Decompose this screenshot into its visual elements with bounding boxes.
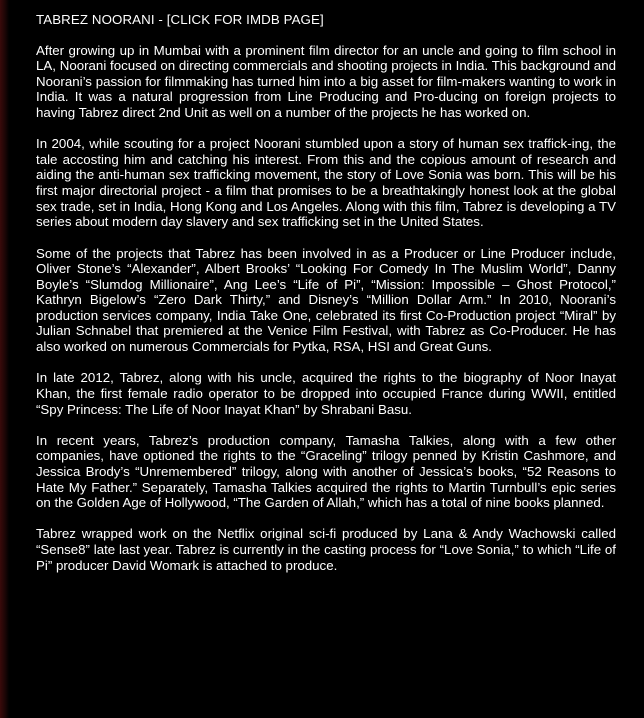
bio-paragraph-tamasha-talkies: In recent years, Tabrez’s production company, Tamasha Talkies, along with a few other companies, have optioned the rights to the “Graceling” trilogy penned by Kristin Cashmore, and Jessica Brody’s “Unremembered” trilogy, along with another of Jessica’s books, “52 Reasons to Hate My Father.” Separately, Tamasha Talkies acquired the rights to Martin Turnbull’s epic series on the Golden Age of Hollywood, “The Garden of Allah,” which has a total of nine books planned.: [36, 432, 616, 511]
bio-paragraph-noor-inayat-khan: In late 2012, Tabrez, along with his uncle, acquired the rights to the biography of Noor Inayat Khan, the first female radio operator to be dropped into occupied France during WWII, entitled “Spy Princess: The Life of Noor Inayat Khan” by Shrabani Basu.: [36, 370, 616, 417]
bio-paragraph-sense8: Tabrez wrapped work on the Netflix original sci-fi produced by Lana & Andy Wachowski called “Sense8” late last year. Tabrez is currently in the casting process for “Love Sonia,” to which “Life of Pi” producer David Womark is attached to produce.: [36, 526, 616, 573]
bio-content: [36, 12, 616, 589]
imdb-link-heading[interactable]: TABREZ NOORANI - [CLICK FOR IMDB PAGE]: [36, 12, 324, 27]
bio-paragraph-early-life: After growing up in Mumbai with a prominent film director for an uncle and going to film school in LA, Noorani focused on directing commercials and shooting projects in India. This background and Noorani’s passion for filmmaking has turned him into a big asset for film-makers wanting to work in India. It was a natural progression from Line Producing and Pro-ducing on foreign projects to having Tabrez direct 2nd Unit as well on a number of the projects he has worked on.: [36, 42, 616, 120]
bio-paragraph-projects: Some of the projects that Tabrez has been involved in as a Producer or Line Producer include, Oliver Stone’s “Alexander”, Albert Brooks’ “Looking For Comedy In The Muslim World”, Danny Boyle’s “Slumdog Millionaire”, Ang Lee’s “Life of Pi”, “Mission: Impossible – Ghost Protocol,” Kathryn Bigelow’s “Zero Dark Thirty,” and Disney’s “Million Dollar Arm.” In 2010, Noorani’s production services company, India Take One, celebrated its first Co-Production project “Miral” by Julian Schnabel that premiered at the Venice Film Festival, with Tabrez as Co-Producer. He has also worked on numerous Commercials for Pytka, RSA, HSI and Great Guns.: [36, 245, 616, 355]
left-edge-decoration: [0, 0, 9, 718]
bio-paragraph-love-sonia: In 2004, while scouting for a project Noorani stumbled upon a story of human sex traffick-ing, the tale accosting him and catching his interest. From this and the copious amount of research and aiding the anti-human sex trafficking movement, the story of Love Sonia was born. This will be his first major directorial project - a film that promises to be a breathtakingly honest look at the global sex trade, set in India, Hong Kong and Los Angeles. Along with this film, Tabrez is developing a TV series about modern day slavery and sex trafficking set in the United States.: [36, 136, 616, 230]
